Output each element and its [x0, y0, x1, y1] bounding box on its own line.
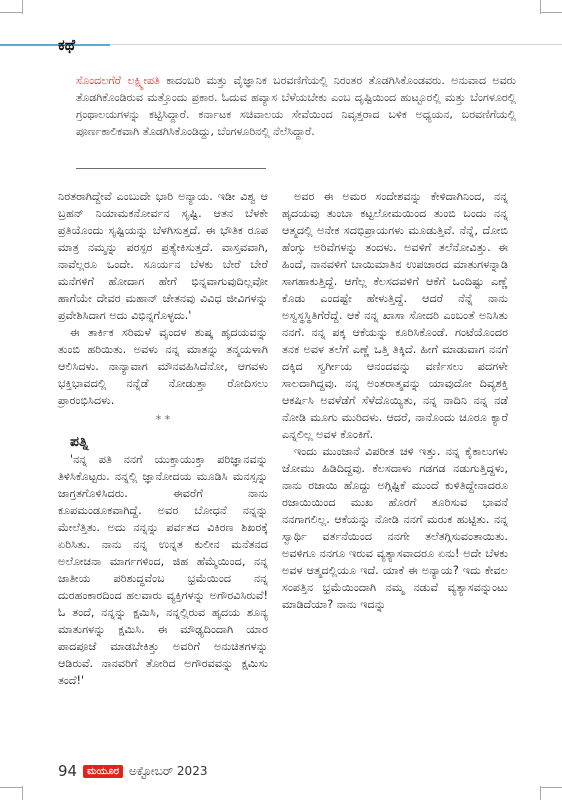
bio-divider — [76, 168, 266, 169]
story-column-right — [282, 188, 508, 613]
paragraph: ಅವರ ಈ ಅಮರ ಸಂದೇಶವನ್ನು ಕೇಳಿದಾಗಿನಿಂದ, ನನ್ನ ಹೃದಯವು ತುಂಬಾ ಕಟ್ಟಲೋಮಯಿಂದ ತುಂಬಿ ಬಂದು ನನ್ನ ಆತ್ಮದಲ್ಲಿ ಅನೇಕ ಸದಭಿಪ್ರಾಯಗಳು ಮೂಡುತ್ತಿವೆ. ನೆನ್ನೆ, ದೋಬಿ ಹೆಂಗ್ಸು ಅರಿವೆಗಳನ್ನು ತಂದಳು. ಅವಳಿಗೆ ತಲೆನೋವಿತ್ತು. ಈ ಹಿಂದೆ, ನಾನವಳಿಗೆ ಬಾಯಿಮಾತಿನ ಉಪಚಾರದ ಮಾತುಗಳನ್ನಾಡಿ ಸಾಗಹಾಕುತ್ತಿದ್ದೆ. ಆಗೆಲ್ಲ ಕೆಲಸದವಳಿಗೆ ಆಕೆಗೆ ಒಂದಿಷ್ಟು ಎಣ್ಣೆ ಕೊಡು ಎಂದಷ್ಟೇ ಹೇಳುತ್ತಿದ್ದೆ. ಆದರೆ ನೆನ್ನೆ ನಾನು ಅಸ್ವಸ್ಥಸ್ಥಿತಿಗೆರೆದ್ದೆ. ಆಕೆ ನನ್ನ ಖಾಸಾ ಸೋದರಿ ಎಂಬಂತೆ ಅನಿಸಿತು ನನಗೆ. ನನ್ನ ಪಕ್ಕ ಆಕೆಯನ್ನು ಕೂರಿಸಿಕೊಂಡೆ. ಗಂಟೆಯೊಂದರ ತನಕ ಅವಳ ತಲೆಗೆ ಎಣ್ಣೆ ಒತ್ತಿ ತಿಕ್ಕಿದೆ. ಹೀಗೆ ಮಾಡುವಾಗ ನನಗೆ ದಕ್ಕಿದ ಸ್ವರ್ಗೀಯ ಆನಂದವನ್ನು ವರ್ಣಿಸಲು ಪದಗಳೇ ಸಾಲದಾಗಿದ್ದವು. ನನ್ನ ಅಂತರಾತ್ಮವನ್ನು ಯಾವುದೋ ದಿವ್ಯಶಕ್ತಿ ಆಕರ್ಷಿಸಿ ಅವಳೆಡೆಗೆ ಸೆಳೆದೊಯ್ಯಿತು, ನನ್ನ ನಾದಿನಿ ನನ್ನ ನಡೆ ನೋಡಿ ಮೂಗು ಮುರಿದಳು. ಆದರೆ, ನಾನೊಂದು ಚೂರೂ ಕ್ಯಾರೆ ಎನ್ನಲಿಲ್ಲ ಅವಳ ಕೊಂಕಿಗೆ. — [282, 190, 508, 441]
crop-mark — [540, 0, 541, 14]
crop-mark — [22, 0, 23, 14]
magazine-logo: ಮಯೂರ — [83, 765, 123, 778]
paragraph: ನಿರತರಾಗಿದ್ದೇವೆ ಎಂಬುದೇ ಭಾರಿ ಅನ್ಯಾಯ. ಇಡೀ ವಿಶ್ವ ಆ ಬ್ರಹನ್ ನಿಯಾಮಕನೋರ್ವನ ಸೃಷ್ಟಿ. ಆತನ ಬೆಳಕೇ ಪ್ರತಿಯೊಂದು ಸೃಷ್ಟಿಯನ್ನು ಬೆಳಗಿಸುತ್ತದೆ. ಈ ಭೌತಿಕ ರೂಪ ಮಾತ್ರ ನಮ್ಮನ್ನು ಪರಸ್ಪರ ಪ್ರತ್ಯೇಕಿಸುತ್ತದೆ. ವಾಸ್ತವವಾಗಿ, ನಾವೆಲ್ಲರೂ ಒಂದೇ. ಸೂರ್ಯನ ಬೆಳಕು ಬೇರೆ ಬೇರೆ ಮನೆಗಳಿಗೆ ಹೋದಾಗ ಹೇಗೆ ಭಿನ್ನವಾಗುವುದಿಲ್ಲವೋ ಹಾಗೆಯೇ ದೇವರ ಮಹಾನ್ ಚೇತನವು ವಿವಿಧ ಜೀವಿಗಳನ್ನು ಪ್ರವೇಶಿಸಿದಾಗ ಅದು ವಿಭಿನ್ನಗೊಳ್ಳದು.' — [58, 190, 268, 322]
page-number: 94 — [58, 762, 78, 780]
author-bio-text: ಕಾದಂಬರಿ ಮತ್ತು ವೈಜ್ಞಾನಿಕ ಬರವಣಿಗೆಯಲ್ಲಿ ನಿರಂತರ ತೊಡಗಿಸಿಕೊಂಡವರು. ಅನುವಾದ ಅವರು ತೊಡಗಿಕೊಂಡಿರುವ ಮತ್ತೊಂದು ಪ್ರಕಾರ. ಓದುವ ಹವ್ಯಾಸ ಬೆಳೆಯಬೇಕು ಎಂಬ ದೃಷ್ಟಿಯಿಂದ ಹುಟ್ಟೂರಲ್ಲಿ ಮತ್ತು ಬೆಂಗಳೂರಲ್ಲಿ ಗ್ರಂಥಾಲಯಗಳನ್ನು ಕಟ್ಟಿಸಿದ್ದಾರೆ. ಕರ್ನಾಟಕ ಸಚಿವಾಲಯ ಸೇವೆಯಿಂದ ನಿವೃತ್ತರಾದ ಬಳಿಕ ಅಧ್ಯಯನ, ಬರವಣಿಗೆಯಲ್ಲಿ ಪೂರ್ಣಕಾಲಿಕವಾಗಿ ತೊಡಗಿಸಿಕೊಂಡಿದ್ದು, ಬೆಂಗಳೂರಿನಲ್ಲಿ ನೆಲೆಸಿದ್ದಾರೆ. — [76, 74, 516, 138]
story-column-left — [58, 188, 268, 689]
section-break: * * — [155, 413, 171, 426]
paragraph: ಈ ತಾರ್ಕಿಕ ಸರಿಮಳೆ ವೃಂದಳ ಶುಷ್ಕ ಹೃದಯವನ್ನು ತುಂಬಿ ಹರಿಯಿತು. ಅವಳು ನನ್ನ ಮಾತನ್ನು ತನ್ಮಯಳಾಗಿ ಆಲಿಸಿದಳು. ನಾನ್ಯಾವಾಗ ಮೌನವಹಿಸಿದೆನೋ, ಆಗವಳು ಭಕ್ತಿಭಾವದಲ್ಲಿ ನನ್ನೆಡೆ ನೋಡುತ್ತಾ ರೋದಿಸಲು ಪ್ರಾರಂಭಿಸಿದಳು. — [58, 326, 268, 407]
page-footer — [58, 762, 207, 780]
section-tag: ಕಥೆ — [58, 36, 76, 54]
paragraph: 'ನನ್ನ ಪತಿ ನನಗೆ ಯುಕ್ತಾಯುಕ್ತಾ ಪರಿಜ್ಞಾನವನ್ನು ತಿಳಿಸಿಕೊಟ್ಟರು. ನನ್ನಲ್ಲಿ ಜ್ಞಾನೋದಯ ಮೂಡಿಸಿ ಮನಸ್ಸನ್ನು ಜಾಗ್ರತಗೊಳಿಸಿದರು. ಈವರೆಗೆ ನಾನು ಕೂಪಮಂಡೂಕವಾಗಿದ್ದೆ. ಅವರ ಬೋಧನೆ ನನ್ನನ್ನು ಮೇಲೆತ್ತಿತು. ಅದು ನನ್ನನ್ನು ಪರ್ವತದ ವಿಕಿರಣ ಶಿಖರಕ್ಕೆ ಏರಿಸಿತು. ನಾನು ನನ್ನ ಉನ್ನತ ಕುಲೀನ ಮನೆತನದ ಅಲೋಚನಾ ಮಾರ್ಗಗಳಿಂದ, ಜಿಹ ಹೆಮ್ಮೆಯಿಂದ, ನನ್ನ ಜಾತೀಯ ಪರಿಶುದ್ಧವೆಂಬ ಭ್ರಮೆಯಿಂದ ನನ್ನ ದುರಹಂಕಾರದಿಂದ ಹಲವಾರು ವ್ಯಕ್ತಿಗಳನ್ನು ಅಗೌರವಿಸಿರುವೆ! ಓ ತಂದೆ, ನನ್ನನ್ನು ಕ್ಷಮಿಸಿ, ನನ್ನಲ್ಲಿರುವ ಹೃದಯ ಶೂನ್ಯ ಮಾತುಗಳನ್ನು ಕ್ಷಮಿಸಿ. ಈ ಮೌಢ್ಯದಿಂದಾಗಿ ಯಾರ ಪಾದಪೂಜೆ ಮಾಡಬೇಕಿತ್ತು ಅವರಿಗೆ ಅನುಚಿತಗಳನ್ನು ಆಡಿರುವೆ. ನಾನವರಿಗೆ ತೋರಿದ ಅಗೌರವವನ್ನು ಕ್ಷಮಿಸು ತಂದೆ!' — [58, 453, 268, 687]
crop-mark — [0, 12, 22, 13]
crop-mark — [540, 786, 541, 800]
author-bio — [76, 72, 516, 140]
crop-mark — [0, 787, 22, 788]
issue-date: ಅಕ್ಟೋಬರ್ 2023 — [128, 763, 208, 778]
header-rule-accent — [0, 44, 110, 46]
author-name: ಸೊಂದಲಗೆರೆ ಲಕ್ಷ್ಮೀಪತಿ — [76, 74, 160, 87]
section-heading: ಪತ್ನಿ — [70, 434, 89, 450]
crop-mark — [540, 787, 562, 788]
crop-mark — [22, 786, 23, 800]
crop-mark — [540, 12, 562, 13]
paragraph: ಇಂದು ಮುಂಜಾನೆ ವಿಪರೀತ ಚಳಿ ಇತ್ತು. ನನ್ನ ಕೈಕಾಲುಗಳು ಜೋಮು ಹಿಡಿದಿದ್ದವು. ಕೆಲಸದಾಳು ಗಡಗಡ ನಡುಗುತ್ತಿದ್ದಳು, ನಾನು ರಜಾಯಿ ಹೊದ್ದು ಅಗ್ಗಿಷ್ಟಿಕೆ ಮುಂದೆ ಕುಳಿತಿದ್ದೇನಾದರೂ ರಜಾಯಿಯಿಂದ ಮುಖ ಹೊರಗೆ ತೂರಿಸುವ ಭಾವನೆ ನನಗಾಗಲಿಲ್ಲ. ಆಕೆಯನ್ನು ನೋಡಿ ನನಗೆ ಮರುಕ ಹುಟ್ಟಿತು. ನನ್ನ ಸ್ವಾರ್ಥಿ ವರ್ತನೆಯಿಂದ ನನಗೇ ತಲೆತಗ್ಗಿಸುವಂತಾಯಿತು. ಅವಳಿಗೂ ನನಗೂ ಇರುವ ವ್ಯತ್ಯಾಸವಾದರೂ ಏನು! ಅದೇ ಬೆಳಕು ಅವಳ ಆತ್ಮದಲ್ಲಿಯೂ ಇದೆ. ಯಾಕೆ ಈ ಅನ್ಯಾಯ? ಇದು ಕೇವಲ ಸಂಪತ್ತಿನ ಭ್ರಮೆಯಿಂದಾಗಿ ನಮ್ಮ ನಡುವೆ ವ್ಯತ್ಯಾಸವನ್ನುಂಟು ಮಾಡಿದೆಯಾ? ನಾನು ಇದನ್ನು — [282, 445, 508, 611]
